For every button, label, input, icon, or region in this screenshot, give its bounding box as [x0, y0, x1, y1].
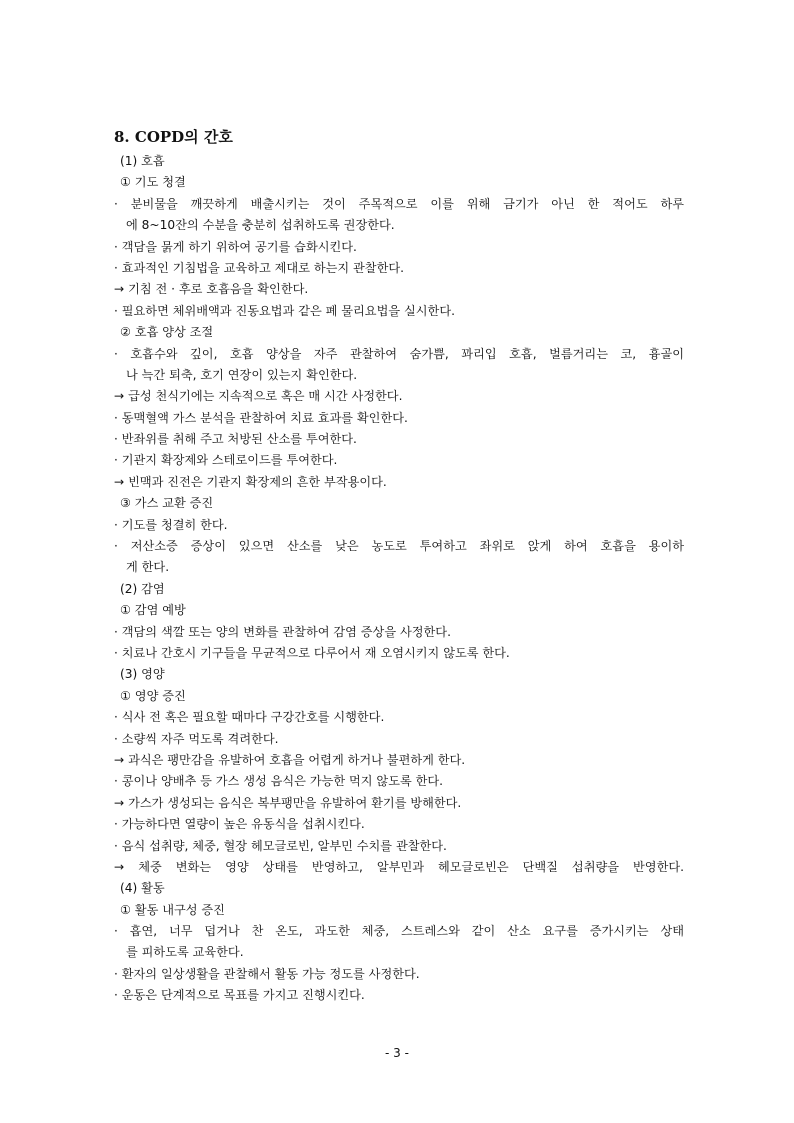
- text-line-bul: · 음식 섭취량, 체중, 혈장 헤모글로빈, 알부민 수치를 관찰한다.: [114, 838, 447, 853]
- page-content: [114, 126, 684, 1007]
- text-line-bul: · 식사 전 혹은 필요할 때마다 구강간호를 시행한다.: [114, 710, 385, 725]
- text-line-cont: 를 피하도록 교육한다.: [126, 945, 244, 960]
- text-line-arr: → 체중 변화는 영양 상태를 반영하고, 알부민과 헤모글로빈은 단백질 섭취량을 반영한다.: [114, 859, 684, 874]
- text-line-cont: 에 8~10잔의 수분을 충분히 섭취하도록 권장한다.: [126, 218, 395, 233]
- text-line-arr: → 기침 전 · 후로 호흡음을 확인한다.: [114, 282, 309, 297]
- section-title: 8. COPD의 간호: [114, 128, 233, 146]
- text-line-sub: ① 기도 청결: [120, 175, 186, 190]
- text-line-sub: ① 활동 내구성 증진: [120, 902, 225, 917]
- text-line-sec: (2) 감염: [120, 581, 165, 596]
- text-line-bul: · 기도를 청결히 한다.: [114, 517, 228, 532]
- text-line-arr: → 급성 천식기에는 지속적으로 혹은 매 시간 사정한다.: [114, 389, 403, 404]
- text-line-bul: · 운동은 단계적으로 목표를 가지고 진행시킨다.: [114, 988, 365, 1003]
- text-line-bul: · 치료나 간호시 기구들을 무균적으로 다루어서 재 오염시키지 않도록 한다.: [114, 645, 510, 660]
- text-line-cont: 나 늑간 퇴축, 호기 연장이 있는지 확인한다.: [126, 367, 358, 382]
- text-line-bul: · 필요하면 체위배액과 진동요법과 같은 폐 물리요법을 실시한다.: [114, 303, 455, 318]
- text-line-bul: · 환자의 일상생활을 관찰해서 활동 가능 정도를 사정한다.: [114, 966, 420, 981]
- text-line-arr: → 과식은 팽만감을 유발하여 호흡을 어렵게 하거나 불편하게 한다.: [114, 752, 466, 767]
- text-line-bul: · 소량씩 자주 먹도록 격려한다.: [114, 731, 279, 746]
- text-line-sub: ① 영양 증진: [120, 688, 186, 703]
- text-line-bul: · 반좌위를 취해 주고 처방된 산소를 투여한다.: [114, 432, 357, 447]
- text-line-sec: (3) 영양: [120, 667, 165, 682]
- text-line-sub: ③ 가스 교환 증진: [120, 496, 214, 511]
- text-line-bul: · 효과적인 기침법을 교육하고 제대로 하는지 관찰한다.: [114, 260, 405, 275]
- text-line-arr: → 가스가 생성되는 음식은 복부팽만을 유발하여 환기를 방해한다.: [114, 795, 462, 810]
- text-line-bul: · 콩이나 양배추 등 가스 생성 음식은 가능한 먹지 않도록 한다.: [114, 774, 444, 789]
- text-line-bul: · 동맥혈액 가스 분석을 관찰하여 치료 효과를 확인한다.: [114, 410, 408, 425]
- text-line-bul: · 기관지 확장제와 스테로이드를 투여한다.: [114, 453, 338, 468]
- text-line-bul: · 가능하다면 열량이 높은 유동식을 섭취시킨다.: [114, 817, 365, 832]
- text-line-bul: · 객담을 묽게 하기 위하여 공기를 습화시킨다.: [114, 239, 357, 254]
- text-line-bul: · 호흡수와 깊이, 호흡 양상을 자주 관찰하여 숨가쁨, 꽈리입 호흡, 벌름거리는 코, 흉골이: [114, 346, 684, 361]
- text-line-bul: · 흡연, 너무 덥거나 찬 온도, 과도한 체중, 스트레스와 같이 산소 요구를 증가시키는 상태: [114, 924, 684, 939]
- page-number: - 3 -: [385, 1046, 409, 1060]
- text-line-arr: → 빈맥과 진전은 기관지 확장제의 흔한 부작용이다.: [114, 474, 387, 489]
- text-line-bul: · 분비물을 깨끗하게 배출시키는 것이 주목적으로 이를 위해 금기가 아닌 한 적어도 하루: [114, 196, 684, 211]
- text-line-cont: 게 한다.: [126, 560, 170, 575]
- text-line-bul: · 저산소증 증상이 있으면 산소를 낮은 농도로 투여하고 좌위로 앉게 하여 호흡을 용이하: [114, 539, 684, 554]
- text-line-sec: (1) 호흡: [120, 154, 165, 168]
- text-line-sub: ① 감염 예방: [120, 603, 186, 618]
- body-lines: [114, 151, 684, 1007]
- text-line-bul: · 객담의 색깔 또는 양의 변화를 관찰하여 감염 증상을 사정한다.: [114, 624, 451, 639]
- text-line-sub: ② 호흡 양상 조절: [120, 325, 214, 340]
- text-line-sec: (4) 활동: [120, 881, 165, 896]
